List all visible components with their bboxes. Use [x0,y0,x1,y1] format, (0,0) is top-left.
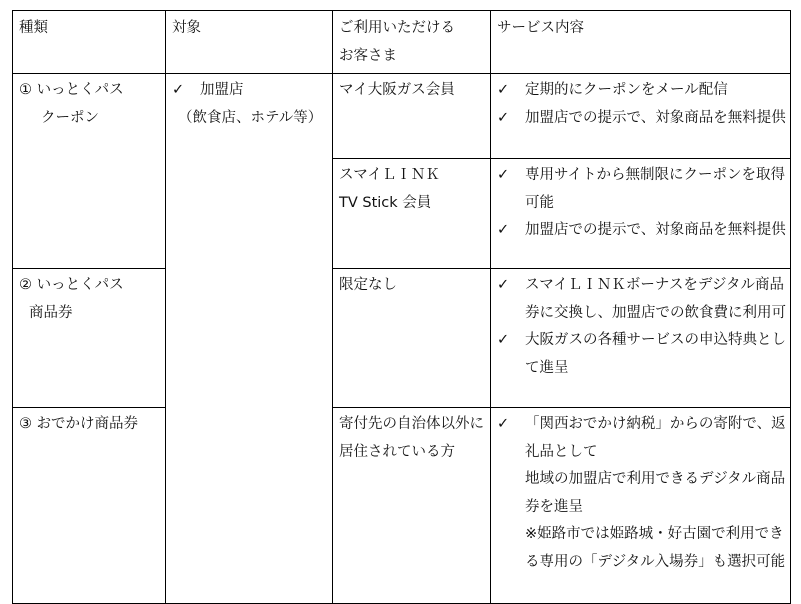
service-table [12,10,791,604]
service-text: 加盟店での提示で、対象商品を無料提供 [525,222,786,238]
check-icon: ✓ [497,109,510,126]
header-type: 種類 [13,11,166,74]
type-1-line1: ① いっとくパス [19,82,124,98]
service-text: 専用サイトから無制限にクーポンを取得可能 [525,167,785,211]
check-icon: ✓ [497,277,510,293]
table-row [13,269,791,408]
type-2-line1: ② いっとくパス [19,277,124,293]
services-cell-1 [491,74,791,159]
customer-cell-4: 寄付先の自治体以外に居住されている方 [333,408,491,604]
check-icon: ✓ [497,167,510,183]
type-cell-3: ③ おでかけ商品券 [13,408,166,604]
type-cell-1 [13,74,166,269]
services-cell-2 [491,159,791,269]
services-cell-4 [491,408,791,604]
service-text: スマイＬＩＮＫボーナスをデジタル商品券に交換し、加盟店での飲食費に利用可 [525,277,786,321]
target-line1: 加盟店 [200,82,244,98]
customer-cell-2 [333,159,491,269]
target-cell [166,74,333,604]
check-icon: ✓ [497,82,510,98]
header-row [13,11,791,74]
header-customer-line1: ご利用いただける [339,20,455,36]
customer-cell-3: 限定なし [333,269,491,408]
check-icon: ✓ [172,82,185,98]
customer-2-line1: スマイＬＩＮＫ [339,167,440,183]
type-2-line2: 商品券 [29,304,73,321]
target-line2: （飲食店、ホテル等） [178,109,323,126]
check-icon: ✓ [497,416,510,432]
service-item [497,411,790,466]
service-text: 加盟店での提示で、対象商品を無料提供 [525,109,786,126]
service-item [497,105,790,133]
header-service: サービス内容 [491,11,791,74]
header-customer-line2: お客さま [339,47,397,64]
service-item [497,217,790,245]
table-row [13,74,791,159]
service-item [497,77,790,105]
service-item [497,162,790,217]
service-text: 定期的にクーポンをメール配信 [525,82,728,98]
type-1-line2: クーポン [41,109,99,126]
services-cell-3 [491,269,791,408]
service-text: 大阪ガスの各種サービスの申込特典として進呈 [525,332,786,376]
header-customer [333,11,491,74]
table-row [13,408,791,604]
service-item [497,272,790,327]
target-item [172,77,332,105]
service-text: 「関西おでかけ納税」からの寄附で、返礼品として [525,416,786,460]
type-cell-2 [13,269,166,408]
service-note: ※姫路市では姫路城・好古園で利用できる専用の「デジタル入場券」も選択可能 [525,526,786,570]
check-icon: ✓ [497,332,510,348]
customer-2-line2: TV Stick 会員 [339,194,432,211]
check-icon: ✓ [497,222,510,238]
customer-cell-1: マイ大阪ガス会員 [333,74,491,159]
service-note: 地域の加盟店で利用できるデジタル商品券を進呈 [525,471,786,515]
header-target: 対象 [166,11,333,74]
service-item [497,327,790,382]
